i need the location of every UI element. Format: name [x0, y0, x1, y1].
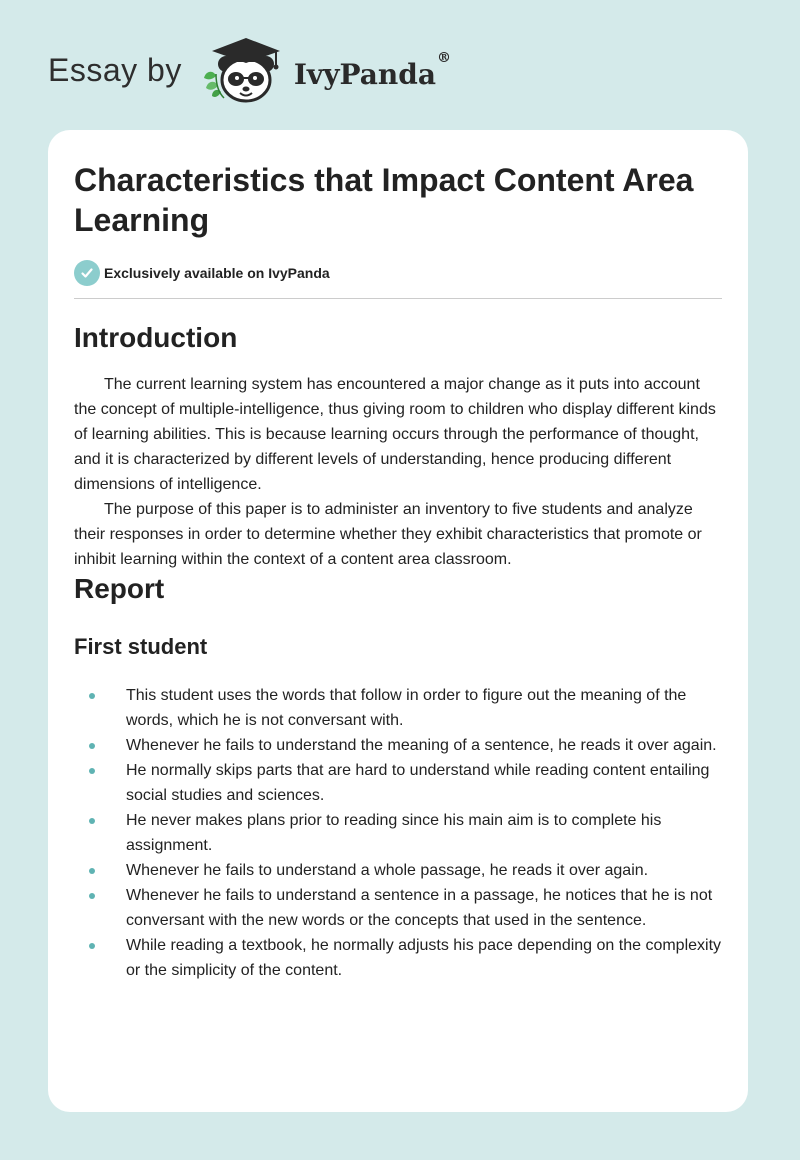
intro-paragraph: The purpose of this paper is to administer an inventory to five students and analyze their responses in order to determine whether they exhibit characteristics that promote or inhibit learning within the context of a content area classroom.	[74, 501, 702, 568]
subsection-heading-first-student: First student	[74, 634, 208, 659]
list-item-text: Whenever he fails to understand a sentence in a passage, he notices that he is not conversant with the new words or the concepts that used in the sentence.	[126, 887, 713, 929]
bullet-dot-icon	[89, 693, 95, 699]
list-item-text: Whenever he fails to understand a whole passage, he reads it over again.	[126, 862, 649, 879]
check-circle-icon	[74, 260, 100, 286]
list-item	[74, 733, 722, 758]
essay-card	[48, 130, 748, 1112]
brand-name-text: IvyPanda	[293, 57, 436, 91]
list-item-text: Whenever he fails to understand the meaning of a sentence, he reads it over again.	[126, 737, 717, 754]
section-heading-report: Report	[74, 573, 165, 604]
panda-logo-icon[interactable]	[200, 34, 294, 111]
bullet-dot-icon	[89, 818, 95, 824]
list-item	[74, 808, 722, 858]
list-item	[74, 683, 722, 733]
site-header	[48, 36, 451, 108]
registered-mark: ®	[437, 49, 451, 66]
bullet-dot-icon	[89, 893, 95, 899]
bullet-dot-icon	[89, 768, 95, 774]
bullet-dot-icon	[89, 743, 95, 749]
bullet-dot-icon	[89, 868, 95, 874]
list-item-text: While reading a textbook, he normally adjusts his pace depending on the complexity or the simplicity of the content.	[126, 937, 722, 979]
list-item	[74, 933, 722, 983]
exclusive-badge-text: Exclusively available on IvyPanda	[104, 265, 330, 281]
list-item	[74, 883, 722, 933]
list-item	[74, 858, 722, 883]
list-item-text: This student uses the words that follow in order to figure out the meaning of the words, which he is not conversant with.	[126, 687, 687, 729]
list-item	[74, 758, 722, 808]
page-title: Characteristics that Impact Content Area Learning	[74, 162, 694, 238]
title-divider	[74, 298, 722, 299]
bullet-dot-icon	[89, 943, 95, 949]
brand-name[interactable]	[293, 49, 451, 91]
list-item-text: He normally skips parts that are hard to understand while reading content entailing social studies and sciences.	[126, 762, 710, 804]
section-heading-introduction: Introduction	[74, 322, 238, 353]
first-student-list	[74, 683, 722, 983]
intro-paragraph: The current learning system has encountered a major change as it puts into account the concept of multiple-intelligence, thus giving room to children who display different kinds of learning abilities. This is because learning occurs through the performance of thought, and it is characterized by different levels of understanding, hence producing different dimensions of intelligence.	[74, 376, 716, 493]
essay-by-label: Essay by	[48, 51, 182, 88]
list-item-text: He never makes plans prior to reading since his main aim is to complete his assignment.	[126, 812, 662, 854]
exclusive-badge	[74, 260, 722, 286]
